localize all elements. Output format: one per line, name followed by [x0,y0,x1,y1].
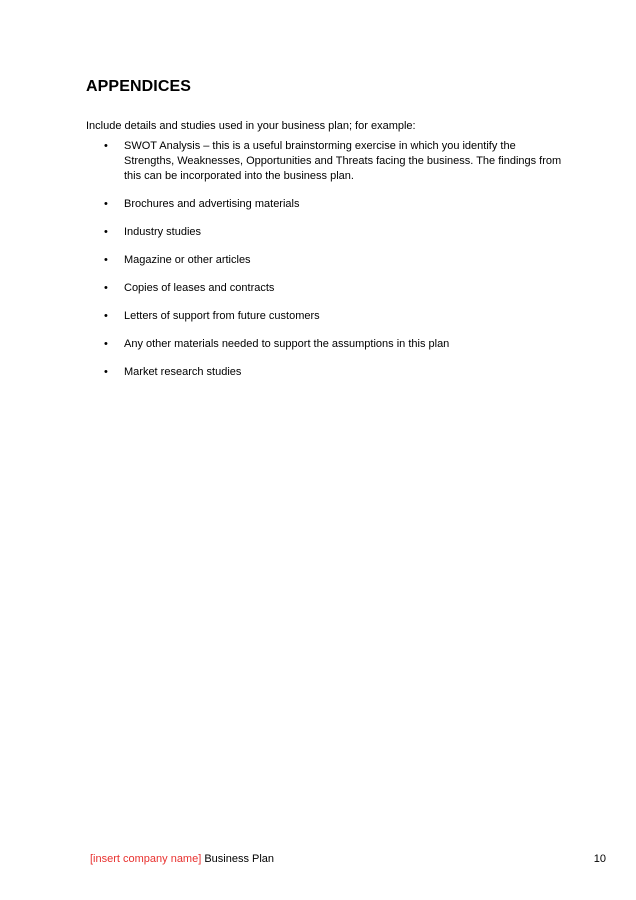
list-item-text: Letters of support from future customers [124,310,320,322]
bullet-icon: • [104,282,108,294]
bullet-icon: • [104,198,108,210]
page-footer [90,852,606,866]
appendix-list [86,139,566,393]
bullet-icon: • [104,338,108,350]
bullet-icon: • [104,366,108,378]
list-item [86,253,566,268]
list-item [86,337,566,352]
list-item-text: Industry studies [124,226,202,238]
list-item [86,197,566,212]
list-item-text: Brochures and advertising materials [124,198,300,210]
intro-paragraph: Include details and studies used in your business plan; for example: [86,120,416,132]
footer-title: Business Plan [201,853,275,865]
company-name-placeholder: [insert company name] [90,853,202,865]
list-item-text: SWOT Analysis – this is a useful brainstorming exercise in which you identify the Strengths, Weaknesses, Opportunities and Threats facing the business. The findings from this can be incorporated into the business plan. [124,140,562,182]
section-heading: APPENDICES [86,78,192,95]
list-item [86,365,566,380]
list-item-text: Market research studies [124,366,242,378]
list-item-text: Copies of leases and contracts [124,282,275,294]
list-item [86,281,566,296]
list-item [86,139,566,184]
bullet-icon: • [104,226,108,238]
list-item [86,309,566,324]
bullet-icon: • [104,254,108,266]
bullet-icon: • [104,140,108,152]
bullet-icon: • [104,310,108,322]
list-item [86,225,566,240]
page-number: 10 [593,853,606,865]
list-item-text: Magazine or other articles [124,254,251,266]
list-item-text: Any other materials needed to support the assumptions in this plan [124,338,450,350]
